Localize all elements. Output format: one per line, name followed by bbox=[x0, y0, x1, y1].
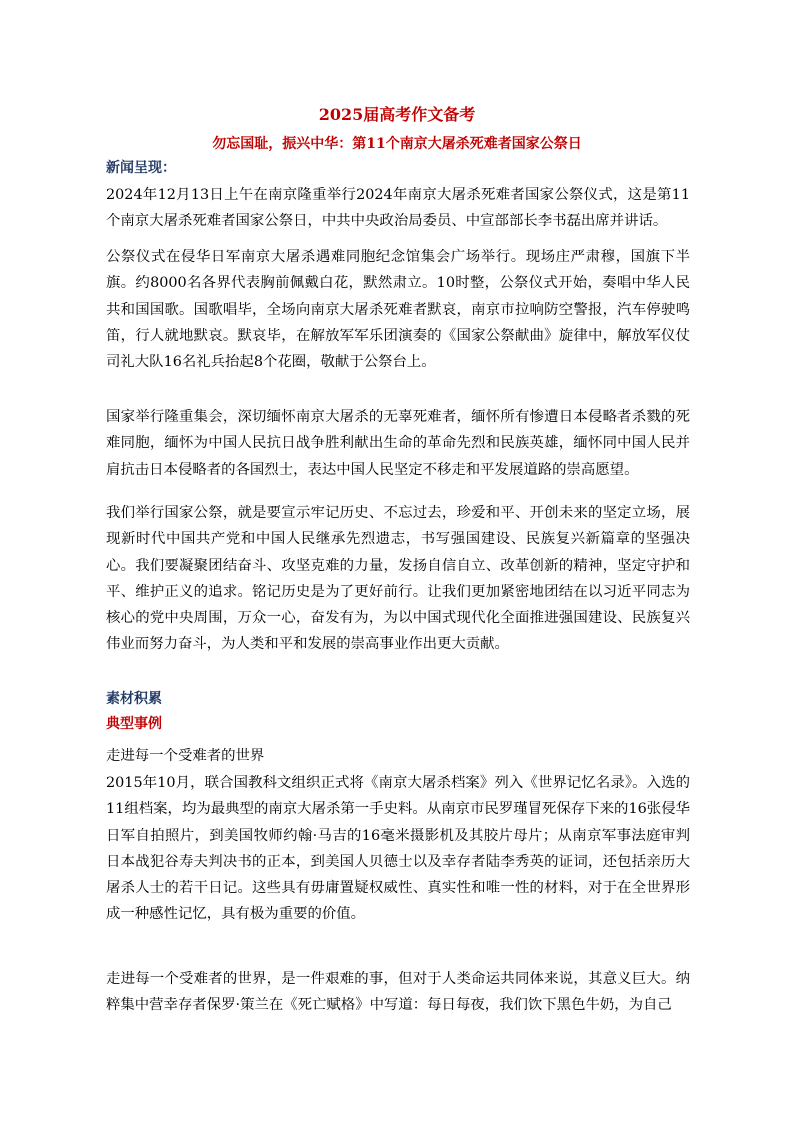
news-paragraph-1: 2024年12月13日上午在南京隆重举行2024年南京大屠杀死难者国家公祭仪式，这是第11个南京大屠杀死难者国家公祭日，中共中央政治局委员、中宣部部长李书磊出席并讲话。 bbox=[106, 187, 690, 230]
example-paragraph-2: 走进每一个受难者的世界，是一件艰难的事，但对于人类命运共同体来说，其意义巨大。纳粹集中营幸存者保罗·策兰在《死亡赋格》中写道：每日每夜，我们饮下黑色牛奶，为自己 bbox=[106, 971, 690, 1014]
document-subtitle: 勿忘国耻，振兴中华：第11个南京大屠杀死难者国家公祭日 bbox=[212, 136, 582, 152]
example-heading: 典型事例 bbox=[106, 716, 162, 732]
material-heading: 素材积累 bbox=[106, 691, 162, 707]
news-paragraph-4: 我们举行国家公祭，就是要宣示牢记历史、不忘过去，珍爱和平、开创未来的坚定立场，展现新时代中国共产党和中国人民继承先烈遗志，书写强国建设、民族复兴新篇章的坚强决心。我们要凝聚团结奋斗、攻坚克难的力量，发扬自信自立、改革创新的精神，坚定守护和平、维护正义的追求。铭记历史是为了更好前行。让我们更加紧密地团结在以习近平同志为核心的党中央周围，万众一心，奋发有为，为以中国式现代化全面推进强国建设、民族复兴伟业而努力奋斗，为人类和平和发展的崇高事业作出更大贡献。 bbox=[106, 505, 690, 653]
news-paragraph-3: 国家举行隆重集会，深切缅怀南京大屠杀的无辜死难者，缅怀所有惨遭日本侵略者杀戮的死难同胞，缅怀为中国人民抗日战争胜利献出生命的革命先烈和民族英雄，缅怀同中国人民并肩抗击日本侵略者的各国烈士，表达中国人民坚定不移走和平发展道路的崇高愿望。 bbox=[106, 409, 690, 478]
document-title: 2025届高考作文备考 bbox=[318, 105, 476, 124]
example-paragraph-1: 2015年10月，联合国教科文组织正式将《南京大屠杀档案》列入《世界记忆名录》。入选的11组档案，均为最典型的南京大屠杀第一手史料。从南京市民罗瑾冒死保存下来的16张侵华日军自拍照片，到美国牧师约翰·马吉的16毫米摄影机及其胶片母片；从南京军事法庭审判日本战犯谷寿夫判决书的正本，到美国人贝德士以及幸存者陆李秀英的证词，还包括亲历大屠杀人士的若干日记。这些具有毋庸置疑权威性、真实性和唯一性的材料，对于在全世界形成一种感性记忆，具有极为重要的价值。 bbox=[106, 775, 690, 923]
news-paragraph-2: 公祭仪式在侵华日军南京大屠杀遇难同胞纪念馆集会广场举行。现场庄严肃穆，国旗下半旗。约8000名各界代表胸前佩戴白花，默然肃立。10时整，公祭仪式开始，奏唱中华人民共和国国歌。国歌唱毕，全场向南京大屠杀死难者默哀，南京市拉响防空警报，汽车停驶鸣笛，行人就地默哀。默哀毕，在解放军军乐团演奏的《国家公祭献曲》旋律中，解放军仪仗司礼大队16名礼兵抬起8个花圈，敬献于公祭台上。 bbox=[106, 249, 690, 371]
example-title: 走进每一个受难者的世界 bbox=[106, 748, 265, 764]
news-heading: 新闻呈现： bbox=[106, 160, 176, 176]
